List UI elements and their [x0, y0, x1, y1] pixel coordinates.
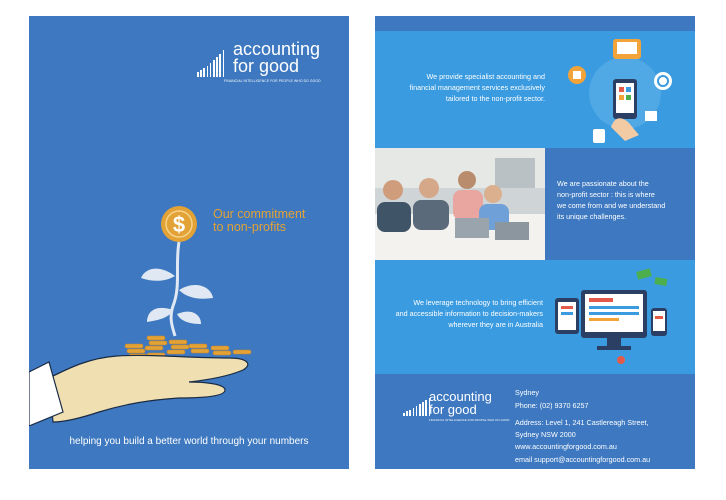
section3-line1: We leverage technology to bring efficient	[413, 298, 543, 307]
footer-logo-name-line1: accounting	[429, 389, 492, 404]
contact-footer	[375, 374, 695, 469]
contact-email[interactable]: email support@accountingforgood.com.au	[515, 455, 651, 464]
dollar-coin-icon	[161, 206, 197, 242]
team-photo	[375, 148, 545, 260]
contact-address-line2: Sydney NSW 2000	[515, 430, 576, 439]
contact-website[interactable]: www.accountingforgood.com.au	[515, 442, 617, 451]
contact-phone: Phone: (02) 9370 6257	[515, 401, 589, 410]
section2-line2: non-profit sector : this is where	[557, 190, 655, 199]
commitment-line1: Our commitment	[213, 207, 306, 221]
contact-city: Sydney	[515, 388, 539, 397]
section1-line1: We provide specialist accounting and	[426, 72, 545, 81]
section2-line3: we come from and we understand	[557, 201, 666, 210]
footer-logo-bars-icon	[403, 398, 430, 416]
logo-bars-icon	[197, 50, 224, 77]
mobile-services-illustration	[555, 31, 695, 148]
commitment-line2: to non-profits	[213, 220, 286, 234]
section-technology	[375, 260, 695, 374]
section-specialist	[375, 31, 695, 148]
section3-text	[379, 297, 543, 330]
footer-logo-name-line2: for good	[429, 402, 477, 417]
section3-line2: and accessible information to decision-makers	[395, 309, 543, 318]
logo-tagline: FINANCIAL INTELLIGENCE FOR PEOPLE WHO DO GOOD	[224, 79, 321, 83]
section1-line3: tailored to the non-profit sector.	[445, 94, 545, 103]
contact-address-line1: Address: Level 1, 241 Castlereagh Street,	[515, 418, 649, 427]
back-cover	[375, 16, 695, 469]
hand-icon	[49, 355, 248, 422]
section2-line4: its unique challenges.	[557, 212, 627, 221]
front-cover	[29, 16, 349, 469]
coin-stacks-icon	[125, 336, 251, 358]
section3-line3: wherever they are in Australia	[448, 320, 543, 329]
section1-line2: financial management services exclusively	[409, 83, 545, 92]
coin-symbol: $	[172, 212, 186, 237]
section2-line1: We are passionate about the	[557, 179, 649, 188]
hand-plant-coins-illustration	[29, 186, 349, 426]
section2-text	[557, 178, 689, 222]
footer-logo-tagline: FINANCIAL INTELLIGENCE FOR PEOPLE WHO DO GOOD	[429, 418, 510, 422]
devices-illustration	[551, 260, 691, 374]
logo-name-line1: accounting	[233, 39, 321, 59]
section1-text	[387, 71, 545, 104]
front-footer-tagline: helping you build a better world through your numbers	[69, 436, 309, 447]
logo-name-line2: for good	[233, 56, 300, 76]
section-passionate	[375, 148, 695, 260]
